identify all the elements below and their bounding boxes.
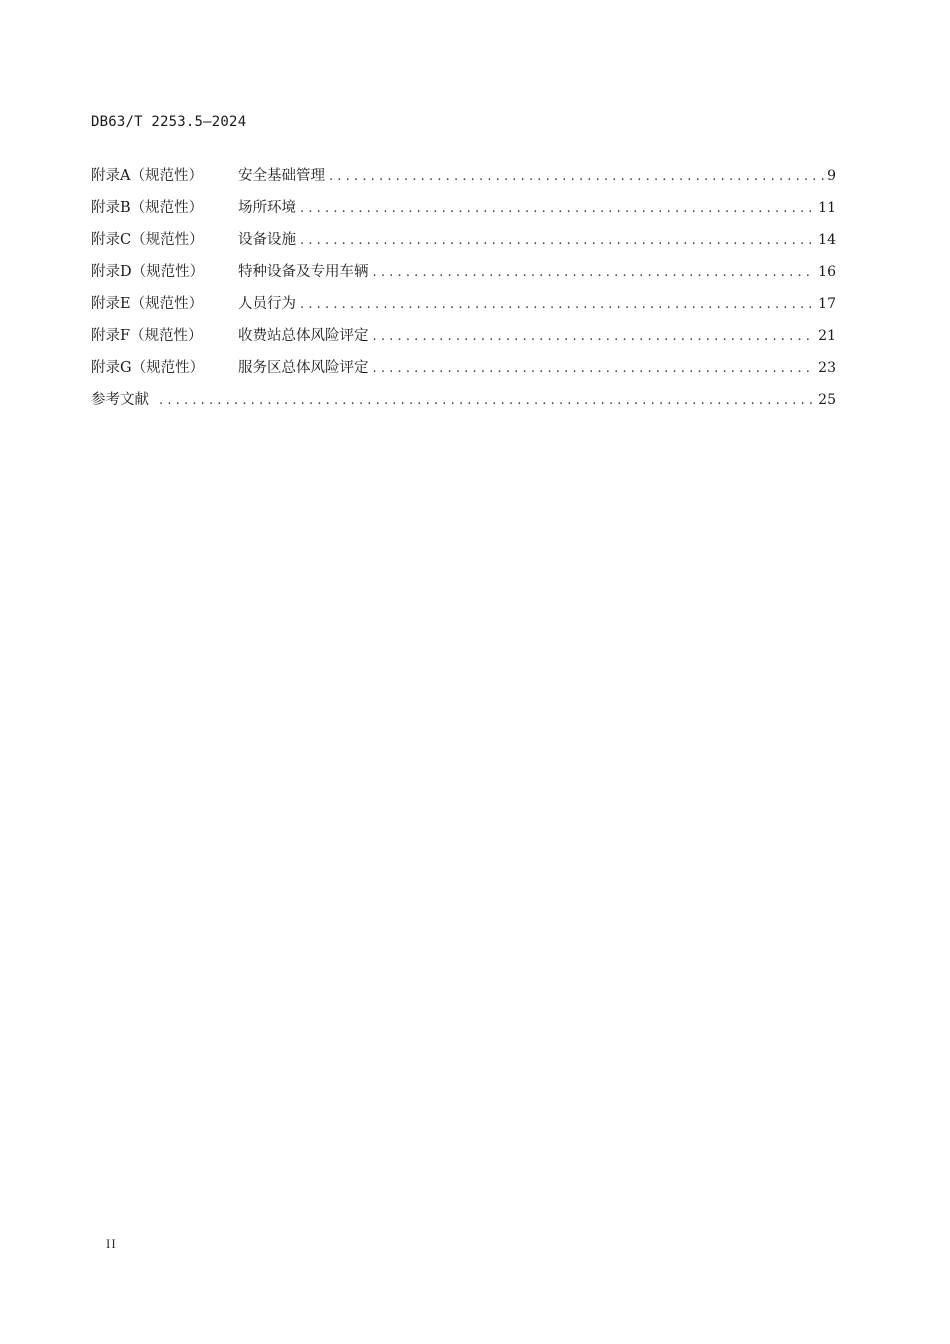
toc-leader-dots (159, 385, 815, 417)
toc-entry-page: 17 (818, 296, 836, 312)
toc-entry-appendix-e[interactable] (91, 288, 836, 320)
toc-entry-label: 附录A（规范性） (91, 168, 203, 184)
toc-entry-page: 9 (827, 168, 836, 184)
toc-entry-label: 附录E（规范性） (91, 296, 204, 312)
toc-entry-page: 25 (818, 392, 836, 408)
document-code: DB63/T 2253.5—2024 (91, 114, 247, 130)
toc-entry-references[interactable] (91, 384, 836, 416)
toc-entry-page: 21 (818, 328, 836, 344)
toc-entry-appendix-f[interactable] (91, 320, 836, 352)
toc-entry-appendix-a[interactable] (91, 160, 836, 192)
toc-entry-page: 23 (818, 360, 836, 376)
toc-leader-dots (373, 321, 816, 353)
toc-entry-appendix-b[interactable] (91, 192, 836, 224)
toc-entry-title: 特种设备及专用车辆 (238, 264, 369, 280)
toc-entry-title: 人员行为 (238, 296, 296, 312)
toc-entry-title: 设备设施 (238, 232, 296, 248)
toc-leader-dots (300, 289, 815, 321)
toc-entry-title: 安全基础管理 (238, 168, 325, 184)
toc-entry-page: 16 (818, 264, 836, 280)
toc-entry-label: 参考文献 (91, 392, 149, 408)
toc-entry-appendix-c[interactable] (91, 224, 836, 256)
toc-entry-appendix-g[interactable] (91, 352, 836, 384)
toc-entry-label: 附录G（规范性） (91, 360, 205, 376)
toc-leader-dots (329, 161, 824, 193)
toc-entry-appendix-d[interactable] (91, 256, 836, 288)
toc-entry-page: 14 (818, 232, 836, 248)
toc-leader-dots (373, 257, 816, 289)
toc-entry-label: 附录B（规范性） (91, 200, 204, 216)
toc-leader-dots (373, 353, 816, 385)
toc-entry-page: 11 (818, 200, 836, 216)
toc-entry-label: 附录F（规范性） (91, 328, 203, 344)
toc-entry-title: 收费站总体风险评定 (238, 328, 369, 344)
toc-entry-label: 附录C（规范性） (91, 232, 204, 248)
toc-entry-label: 附录D（规范性） (91, 264, 205, 280)
page-number: II (106, 1236, 117, 1251)
table-of-contents (91, 160, 836, 416)
toc-entry-title: 场所环境 (238, 200, 296, 216)
toc-leader-dots (300, 225, 815, 257)
toc-entry-title: 服务区总体风险评定 (238, 360, 369, 376)
toc-leader-dots (300, 193, 815, 225)
